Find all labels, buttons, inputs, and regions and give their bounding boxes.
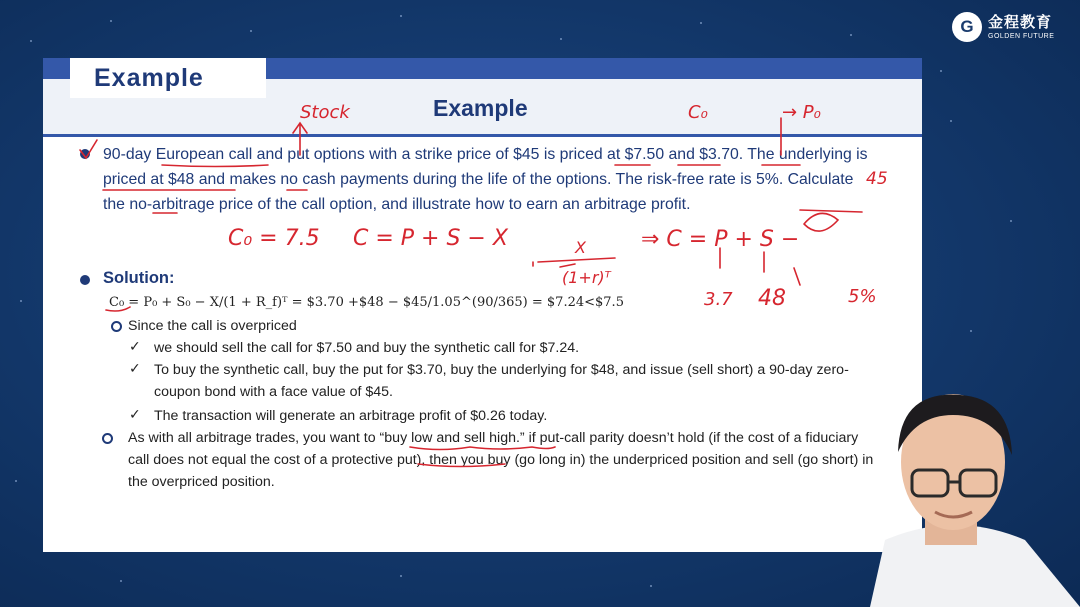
presenter-video [830,390,1080,607]
check-icon: ✓ [129,360,141,376]
ink-note-p0: → P₀ [782,102,821,123]
ink-note-denominator: (1+r)ᵀ [562,268,611,287]
ring-bullet-icon [111,321,122,332]
tab-title: Example [94,64,204,92]
brand-name-en: GOLDEN FUTURE [988,32,1055,40]
problem-text: 90-day European call and put options with a strike price of $45 is priced at $7.50 and $3.70. The underlying is priced at $48 and makes no cash payments during the life of the options. The risk-free rate is 5%. Calculate the no-arbitrage price of the call option, and illustrate how to earn an arbitrage profit. [103,146,868,213]
ink-note-x: X [575,238,586,257]
ring-bullet-icon [102,433,113,444]
header-rule [43,134,922,137]
ink-note-c0: C₀ [688,102,708,123]
ink-note-48: 48 [758,286,786,311]
slide-canvas [43,58,922,552]
check-3-text: The transaction will generate an arbitrage profit of $0.26 today. [154,408,548,424]
check-icon: ✓ [129,406,141,422]
parity-formula: C₀ = P₀ + S₀ − X/(1 + R_f)ᵀ = $3.70 +$48 − $45/1.05^(90/365) = $7.24<$7.5 [109,295,624,310]
check-1-text: we should sell the call for $7.50 and buy the synthetic call for $7.24. [154,340,580,356]
ink-note-pct: 5% [848,286,877,307]
brand-name-cn: 金程教育 [988,12,1053,31]
check-2-text: To buy the synthetic call, buy the put for $3.70, buy the underlying for $48, and issue (sell short) a 90-day zero-coupon bond with a face value of $45. [154,362,849,400]
brand-logo [952,12,1054,42]
slide-headline: Example [433,95,528,121]
title-tab [70,58,266,98]
ink-note-c-full: ⇒ C = P + S − [641,227,800,252]
point-2-text: As with all arbitrage trades, you want to “buy low and sell high.” if put-call parity doesn’t hold (if the cost of a fiduciary call does not equal the cost of a protective put), then you buy (go long in) the underpriced position and sell (go short) in the overpriced position. [128,430,874,490]
logo-mark-icon: G [952,12,982,42]
check-icon: ✓ [129,338,141,354]
bullet-dot-icon [80,149,90,159]
ink-note-stock: Stock [300,102,350,123]
ink-note-45: 45 [866,169,888,189]
point-1-text: Since the call is overpriced [128,318,297,334]
ink-note-c-formula: C = P + S − X [353,226,508,251]
ink-note-c0-value: C₀ = 7.5 [228,226,320,251]
solution-label: Solution: [103,269,175,287]
ink-note-37: 3.7 [704,289,733,310]
bullet-dot-icon [80,275,90,285]
